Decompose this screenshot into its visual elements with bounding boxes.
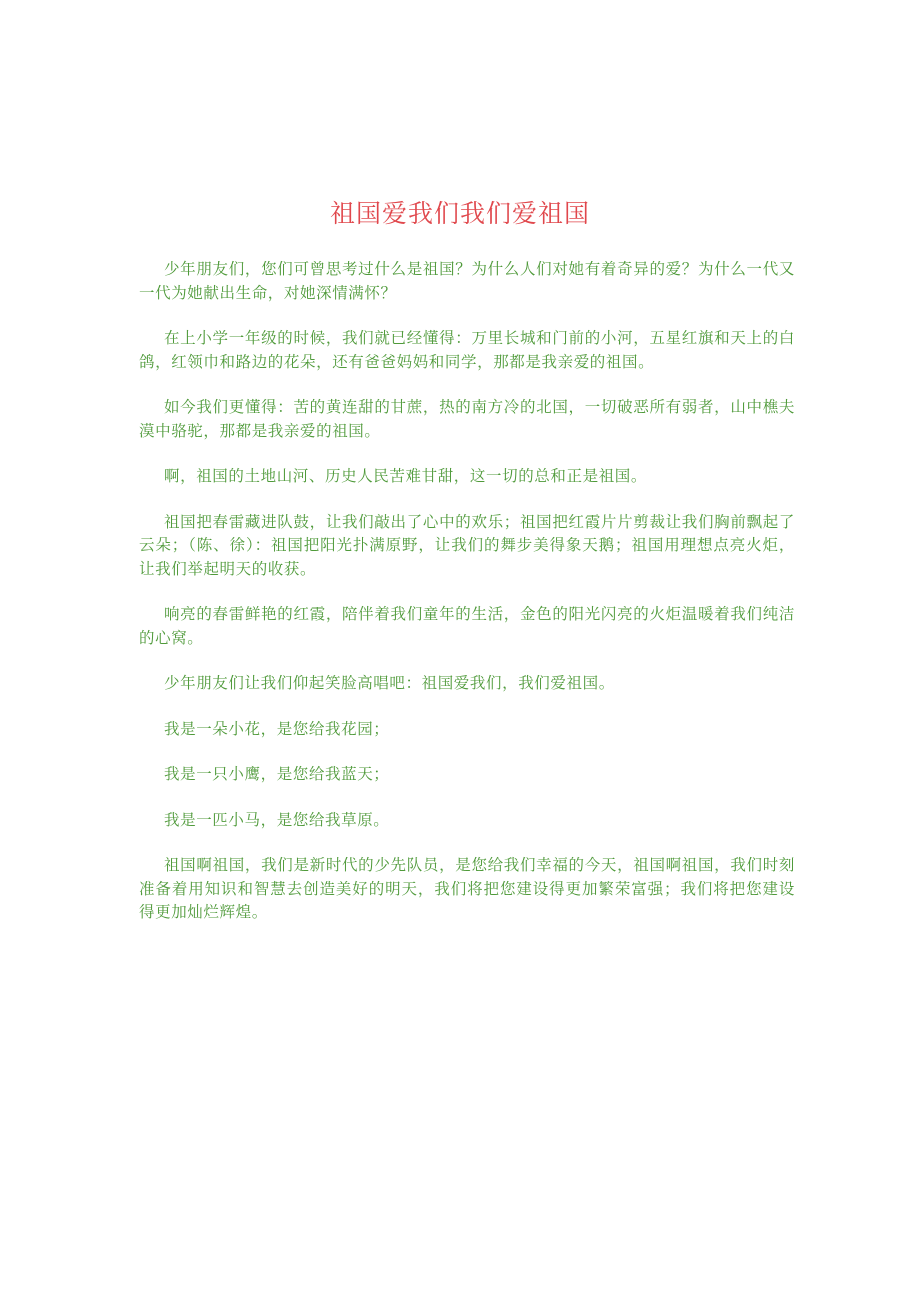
paragraph-3: 如今我们更懂得：苦的黄连甜的甘蔗，热的南方冷的北国，一切破恶所有弱者，山中樵夫漠中骆驼，那都是我亲爱的祖国。 — [139, 398, 795, 440]
paragraph-10: 我是一匹小马，是您给我草原。 — [164, 810, 390, 829]
paragraph-11: 祖国啊祖国，我们是新时代的少先队员，是您给我们幸福的今天，祖国啊祖国，我们时刻准备着用知识和智慧去创造美好的明天，我们将把您建设得更加繁荣富强；我们将把您建设得更加灿烂辉煌。 — [139, 856, 795, 921]
paragraph-4: 啊，祖国的土地山河、历史人民苦难甘甜，这一切的总和正是祖国。 — [164, 467, 648, 485]
paragraph-9: 我是一只小鹰，是您给我蓝天； — [164, 765, 390, 783]
document-title: 祖国爱我们我们爱祖国 — [329, 199, 590, 228]
paragraph-1: 少年朋友们，您们可曾思考过什么是祖国？为什么人们对她有着奇异的爱？为什么一代又一代为她献出生命，对她深情满怀？ — [139, 260, 795, 302]
paragraph-5: 祖国把春雷藏进队鼓，让我们敲出了心中的欢乐；祖国把红霞片片剪裁让我们胸前飘起了云朵；（陈、徐）：祖国把阳光扑满原野，让我们的舞步美得象天鹅；祖国用理想点亮火炬，让我们举起明天的收获。 — [139, 512, 795, 578]
paragraph-8: 我是一朵小花，是您给我花园； — [164, 719, 390, 738]
paragraph-6: 响亮的春雷鲜艳的红霞，陪伴着我们童年的生活，金色的阳光闪亮的火炬温暖着我们纯洁的心窝。 — [139, 605, 795, 647]
paragraph-7: 少年朋友们让我们仰起笑脸高唱吧：祖国爱我们，我们爱祖国。 — [164, 674, 615, 692]
paragraph-2: 在上小学一年级的时候，我们就已经懂得：万里长城和门前的小河，五星红旗和天上的白鸽，红领巾和路边的花朵，还有爸爸妈妈和同学，那都是我亲爱的祖国。 — [139, 329, 795, 371]
document-body — [139, 258, 795, 947]
